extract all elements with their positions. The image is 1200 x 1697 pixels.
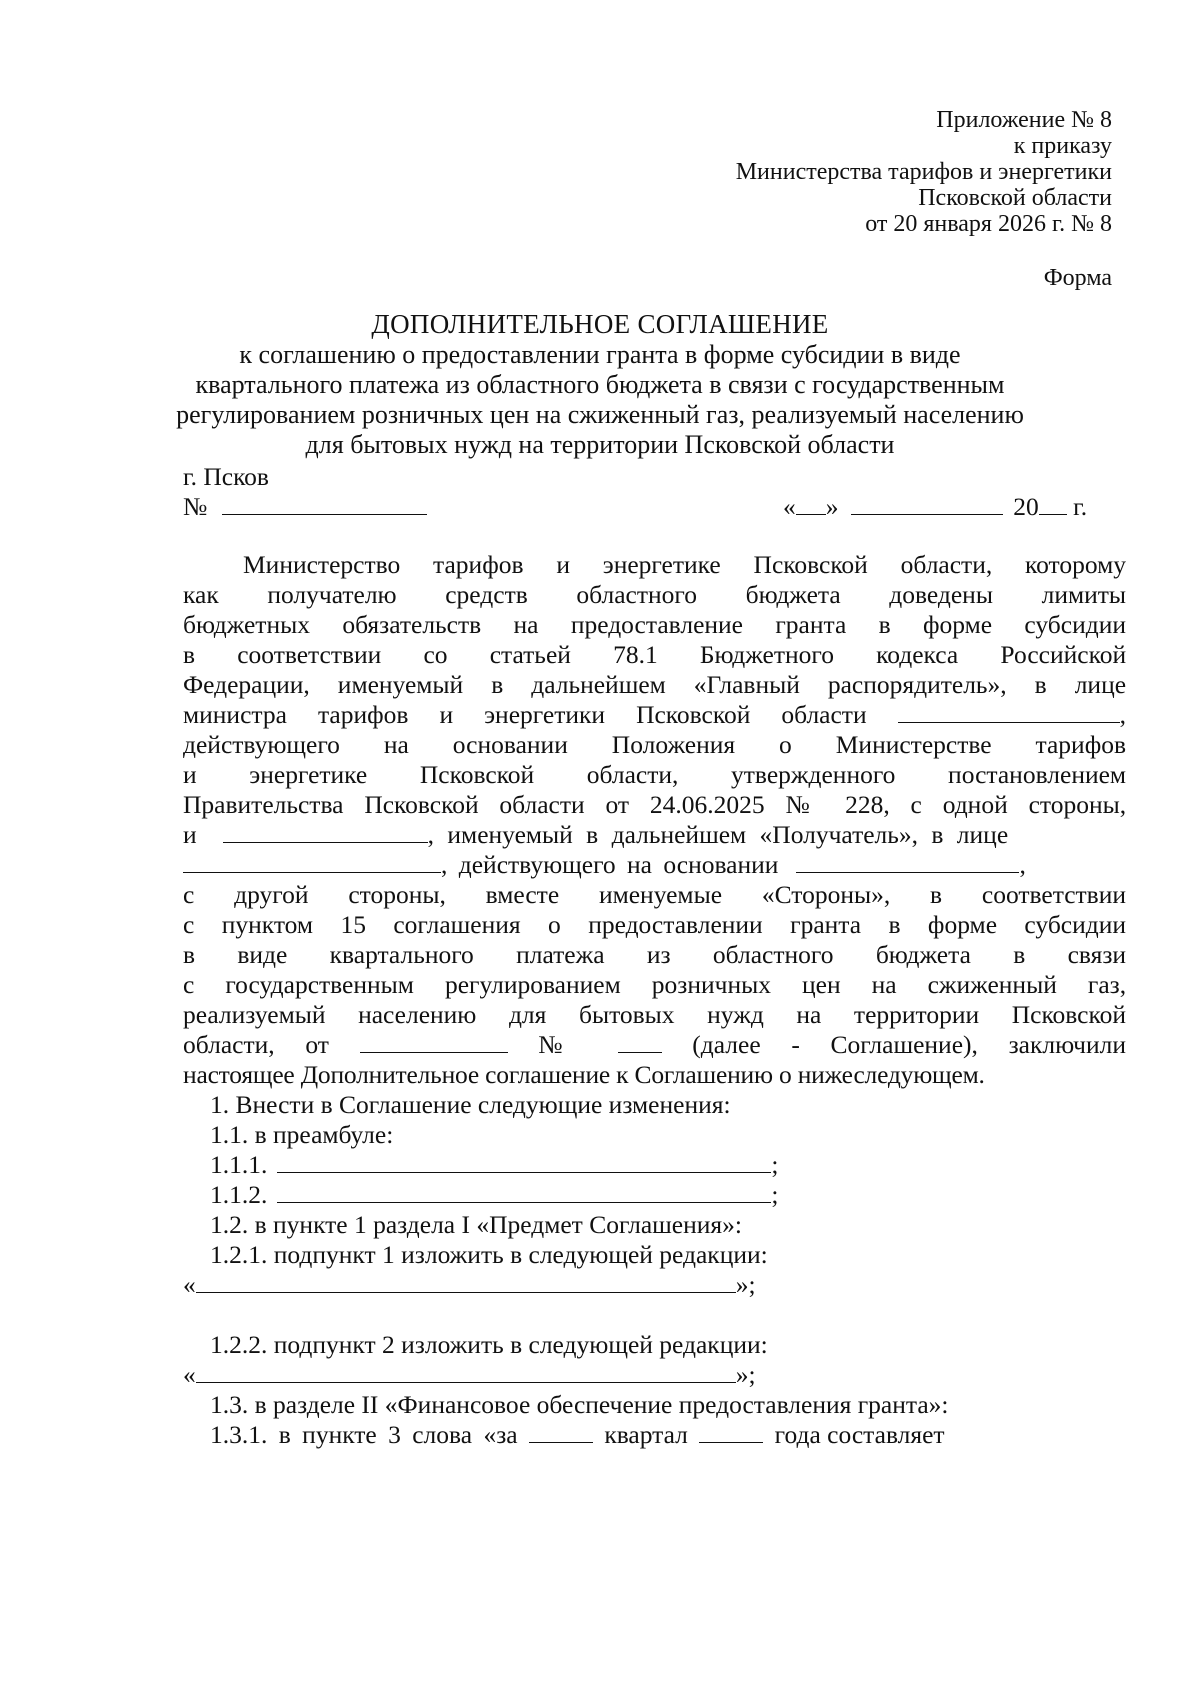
to-order: к приказу	[1013, 133, 1112, 159]
body-line-11: , действующего на основании ,	[183, 850, 1026, 880]
annex-number: Приложение № 8	[936, 107, 1112, 133]
agreement-no-blank	[618, 1030, 662, 1053]
body-line-7: действующего на основании Положения о Министерстве тарифов	[183, 730, 1127, 759]
year-suffix: г.	[1073, 492, 1088, 521]
year-blank-1-3-1	[699, 1420, 763, 1443]
body-line-1: Министерство тарифов и энергетике Псковской области, которому	[243, 550, 1126, 579]
item-1-2: 1.2. в пункте 1 раздела I «Предмет Соглашения»:	[210, 1210, 742, 1239]
body-line-4: в соответствии со статьей 78.1 Бюджетного кодекса Российской	[183, 640, 1127, 669]
body-line-15: с государственным регулированием розничных цен на сжиженный газ,	[183, 970, 1127, 999]
body-line-3: бюджетных обязательств на предоставление гранта в форме субсидии	[183, 610, 1127, 639]
item-1-1-2-blank	[277, 1180, 771, 1203]
recipient-name-blank	[223, 820, 428, 843]
date-quote-open: «	[783, 492, 796, 521]
item-1-1: 1.1. в преамбуле:	[210, 1120, 394, 1149]
subtitle-line-2: квартального платежа из областного бюджета в связи с государственным	[195, 370, 1005, 399]
minister-name-blank	[898, 700, 1120, 723]
body-line-8: и энергетике Псковской области, утвержденного постановлением	[183, 760, 1127, 789]
document-title: ДОПОЛНИТЕЛЬНОЕ СОГЛАШЕНИЕ	[371, 309, 829, 339]
body-line-9: Правительства Псковской области от 24.06.2025 № 228, с одной стороны,	[183, 790, 1127, 819]
body-line-16: реализуемый населению для бытовых нужд на территории Псковской	[183, 1000, 1126, 1029]
form-label: Форма	[1043, 265, 1112, 291]
month-blank	[851, 492, 1003, 515]
agreement-date-blank	[360, 1030, 508, 1053]
order-date-number: от 20 января 2026 г. № 8	[865, 211, 1112, 237]
item-1-2-1: 1.2.1. подпункт 1 изложить в следующей редакции:	[210, 1240, 768, 1269]
day-blank	[796, 492, 826, 515]
body-line-14: в виде квартального платежа из областного бюджета в связи	[183, 940, 1127, 969]
item-1-1-1-blank	[277, 1150, 771, 1173]
item-1-2-1-text: « »;	[183, 1270, 756, 1299]
body-line-6: министра тарифов и энергетики Псковской области ,	[183, 700, 1126, 729]
body-line-13: с пунктом 15 соглашения о предоставлении гранта в форме субсидии	[183, 910, 1127, 939]
date-quote-close: »	[825, 492, 839, 521]
body-line-12: с другой стороны, вместе именуемые «Стороны», в соответствии	[183, 880, 1126, 909]
item-1-2-1-blank	[196, 1270, 736, 1293]
agreement-number-blank	[222, 492, 427, 515]
item-1-3: 1.3. в разделе II «Финансовое обеспечение предоставления гранта»:	[210, 1390, 949, 1419]
item-1: 1. Внести в Соглашение следующие изменения:	[210, 1090, 731, 1119]
agreement-number-line	[183, 492, 427, 522]
quarter-blank	[529, 1420, 593, 1443]
body-line-17: области, от № (далее - Соглашение), заключили	[183, 1030, 1127, 1059]
number-sign: №	[183, 492, 208, 521]
recipient-person-blank	[183, 850, 441, 873]
subtitle-line-1: к соглашению о предоставлении гранта в форме субсидии в виде	[239, 340, 961, 369]
subtitle-line-4: для бытовых нужд на территории Псковской области	[305, 430, 895, 459]
body-line-5: Федерации, именуемый в дальнейшем «Главный распорядитель», в лице	[183, 670, 1127, 699]
item-1-2-2-blank	[196, 1360, 736, 1383]
item-1-1-2: 1.1.2. ;	[210, 1180, 779, 1209]
year-blank	[1039, 492, 1067, 515]
item-1-2-2-text: « »;	[183, 1360, 756, 1389]
agreement-date-line	[783, 492, 1087, 522]
body-line-18: настоящее Дополнительное соглашение к Соглашению о нижеследующем.	[183, 1060, 985, 1089]
ministry-name: Министерства тарифов и энергетики	[735, 159, 1112, 185]
recipient-basis-blank	[796, 850, 1019, 873]
item-1-2-2: 1.2.2. подпункт 2 изложить в следующей редакции:	[210, 1330, 768, 1359]
body-line-10: и , именуемый в дальнейшем «Получатель», в лице	[183, 820, 1009, 849]
year-prefix: 20	[1013, 492, 1039, 521]
item-1-3-1: 1.3.1. в пункте 3 слова «за квартал года составляет	[210, 1420, 945, 1449]
item-1-1-1: 1.1.1. ;	[210, 1150, 779, 1179]
city: г. Псков	[183, 462, 269, 491]
subtitle-line-3: регулированием розничных цен на сжиженный газ, реализуемый населению	[176, 400, 1024, 429]
region-name: Псковской области	[918, 185, 1112, 211]
body-line-2: как получателю средств областного бюджета доведены лимиты	[183, 580, 1127, 609]
